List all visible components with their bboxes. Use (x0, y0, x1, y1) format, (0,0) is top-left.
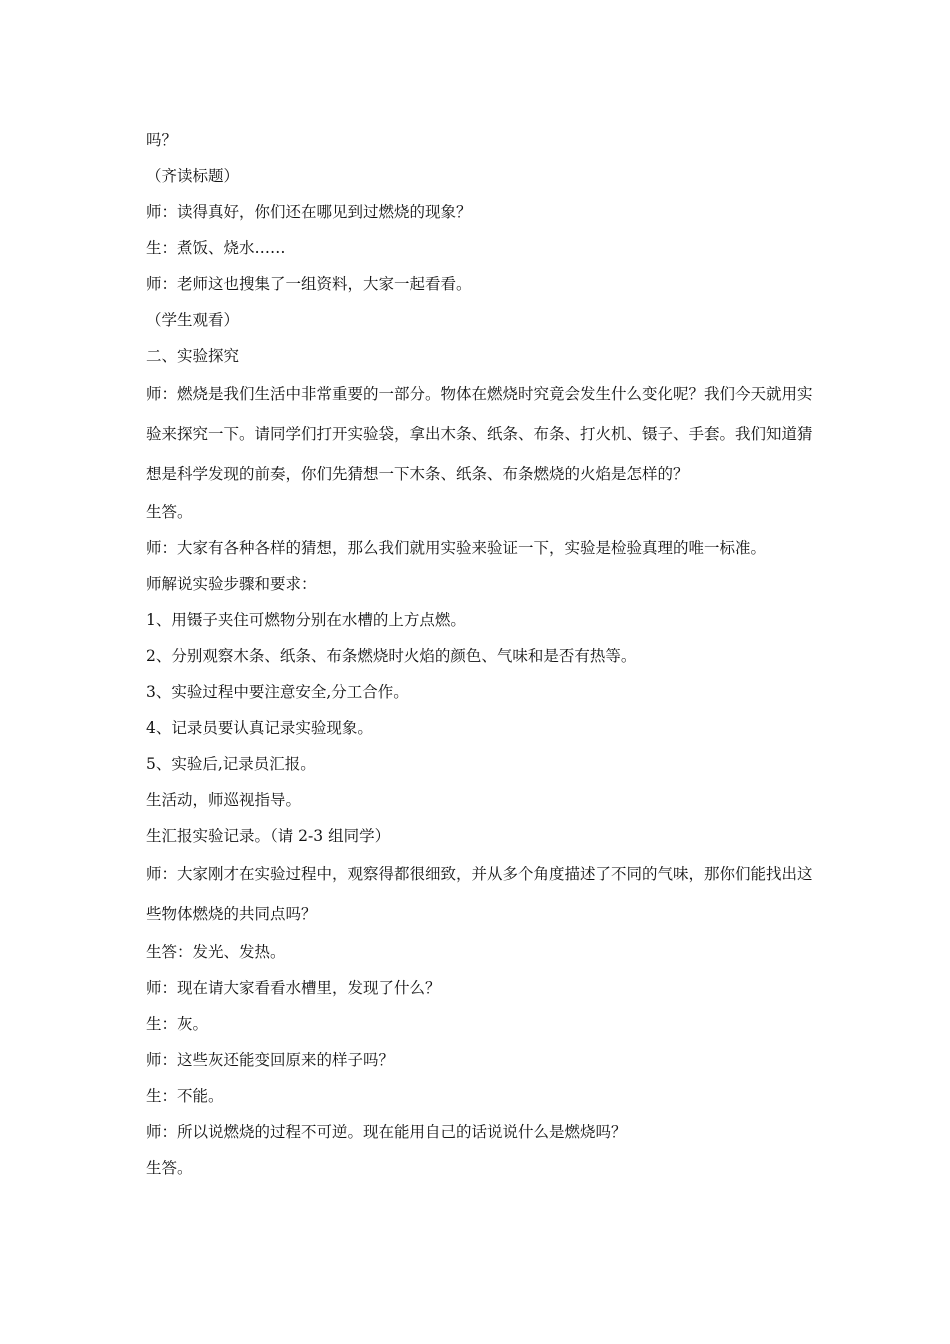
paragraph: 生答：发光、发热。 (146, 943, 286, 961)
paragraph: 师：现在请大家看看水槽里，发现了什么？ (146, 979, 441, 997)
list-item: 2、分别观察木条、纸条、布条燃烧时火焰的颜色、气味和是否有热等。 (146, 647, 637, 665)
paragraph: 生汇报实验记录。（请 2-3 组同学） (146, 827, 391, 845)
list-item: 1、用镊子夹住可燃物分别在水槽的上方点燃。 (146, 611, 466, 629)
paragraph: 师：所以说燃烧的过程不可逆。现在能用自己的话说说什么是燃烧吗？ (146, 1123, 627, 1141)
paragraph: （学生观看） (146, 311, 240, 329)
paragraph: 吗？ (146, 131, 178, 149)
paragraph: 生活动，师巡视指导。 (146, 791, 302, 809)
paragraph: 师：这些灰还能变回原来的样子吗？ (146, 1051, 395, 1069)
paragraph: 师解说实验步骤和要求： (146, 575, 317, 593)
list-item: 4、记录员要认真记录实验现象。 (146, 719, 373, 737)
paragraph: 生：不能。 (146, 1087, 224, 1105)
paragraph: （齐读标题） (146, 167, 240, 185)
paragraph: 生答。 (146, 503, 193, 521)
list-item: 3、实验过程中要注意安全,分工合作。 (146, 683, 409, 701)
document-body (146, 122, 814, 1186)
paragraph: 师：老师这也搜集了一组资料，大家一起看看。 (146, 275, 472, 293)
paragraph: 师：大家有各种各样的猜想，那么我们就用实验来验证一下，实验是检验真理的唯一标准。 (146, 539, 767, 557)
paragraph: 师：大家刚才在实验过程中，观察得都很细致，并从多个角度描述了不同的气味，那你们能找出这些物体燃烧的共同点吗？ (146, 865, 813, 923)
list-item: 5、实验后,记录员汇报。 (146, 755, 316, 773)
paragraph: 师：读得真好，你们还在哪见到过燃烧的现象？ (146, 203, 472, 221)
section-heading: 二、实验探究 (146, 347, 240, 365)
paragraph: 师：燃烧是我们生活中非常重要的一部分。物体在燃烧时究竟会发生什么变化呢？我们今天就用实验来探究一下。请同学们打开实验袋，拿出木条、纸条、布条、打火机、镊子、手套。我们知道猜想是科学发现的前奏，你们先猜想一下木条、纸条、布条燃烧的火焰是怎样的？ (146, 385, 813, 483)
paragraph: 生：煮饭、烧水…… (146, 239, 286, 257)
paragraph: 生：灰。 (146, 1015, 209, 1033)
paragraph: 生答。 (146, 1159, 193, 1177)
